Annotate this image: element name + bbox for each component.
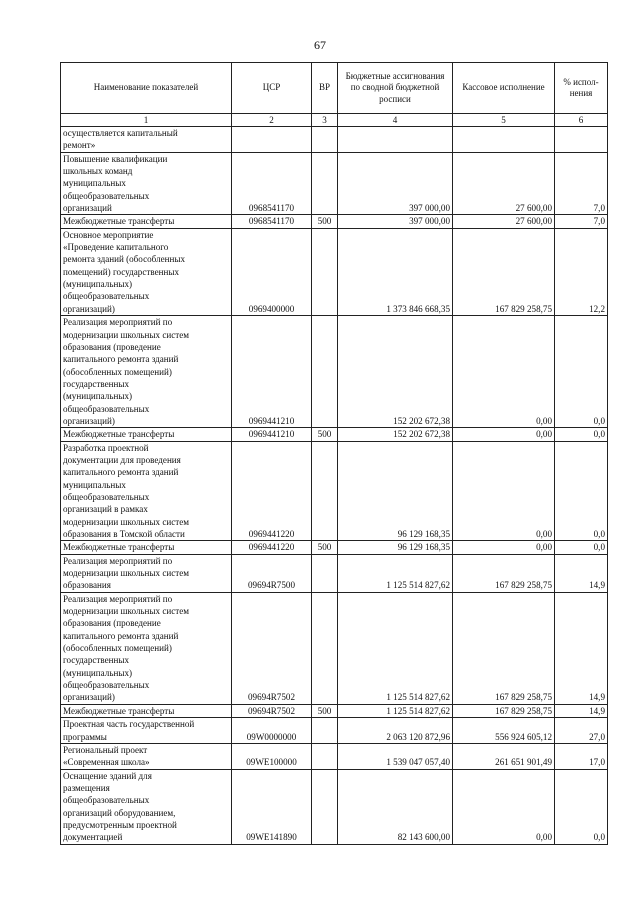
row-name-line: ремонт» bbox=[63, 140, 96, 151]
row-name-line: предусмотренным проектной bbox=[63, 819, 177, 830]
row-name-line: Межбюджетные трансферты bbox=[63, 705, 175, 716]
row-name bbox=[61, 127, 232, 153]
row-assignments: 1 373 846 668,35 bbox=[338, 228, 453, 315]
row-name-line: государственных bbox=[63, 378, 130, 389]
table-row bbox=[61, 428, 608, 441]
row-vr bbox=[312, 441, 338, 541]
row-vr bbox=[312, 152, 338, 215]
table-row bbox=[61, 215, 608, 228]
row-name-line: общеобразовательных bbox=[63, 795, 150, 806]
header-cash-execution: Кассовое исполнение bbox=[453, 63, 555, 114]
row-cash-execution: 27 600,00 bbox=[453, 215, 555, 228]
row-name-line: помещений) государственных bbox=[63, 266, 180, 277]
row-name-line: образования bbox=[63, 580, 111, 591]
table-body bbox=[61, 127, 608, 845]
row-name-line: (обособленных помещений) bbox=[63, 643, 172, 654]
row-name-line: общеобразовательных bbox=[63, 491, 150, 502]
table-row bbox=[61, 718, 608, 744]
column-number-row bbox=[61, 114, 608, 127]
row-execution-percent: 0,0 bbox=[555, 428, 608, 441]
row-name-line: государственных bbox=[63, 655, 130, 666]
row-name bbox=[61, 592, 232, 704]
row-name-line: организаций оборудованием, bbox=[63, 807, 176, 818]
row-execution-percent: 12,2 bbox=[555, 228, 608, 315]
row-cash-execution: 167 829 258,75 bbox=[453, 592, 555, 704]
row-assignments: 1 125 514 827,62 bbox=[338, 592, 453, 704]
row-assignments: 152 202 672,38 bbox=[338, 428, 453, 441]
row-vr bbox=[312, 718, 338, 744]
row-name-line: капитального ремонта зданий bbox=[63, 354, 179, 365]
row-name-line: Межбюджетные трансферты bbox=[63, 542, 175, 553]
row-csr: 0969441210 bbox=[232, 428, 312, 441]
row-cash-execution: 0,00 bbox=[453, 428, 555, 441]
table-row bbox=[61, 704, 608, 717]
row-name-line: размещения bbox=[63, 782, 110, 793]
row-csr: 0969400000 bbox=[232, 228, 312, 315]
row-name-line: организаций) bbox=[63, 692, 115, 703]
row-assignments: 96 129 168,35 bbox=[338, 441, 453, 541]
row-csr: 09W0000000 bbox=[232, 718, 312, 744]
row-execution-percent: 14,9 bbox=[555, 704, 608, 717]
row-vr bbox=[312, 769, 338, 844]
header-assignments: Бюджетные ассигнования по сводной бюджетной росписи bbox=[338, 63, 453, 114]
row-name-line: образования (проведение bbox=[63, 618, 161, 629]
row-name-line: общеобразовательных bbox=[63, 190, 150, 201]
row-name bbox=[61, 704, 232, 717]
row-csr: 09WE100000 bbox=[232, 743, 312, 769]
row-csr bbox=[232, 127, 312, 153]
row-name bbox=[61, 428, 232, 441]
row-name-line: осуществляется капитальный bbox=[63, 128, 178, 138]
row-name-line: организаций) bbox=[63, 303, 115, 314]
row-csr: 0969441220 bbox=[232, 541, 312, 554]
row-vr bbox=[312, 316, 338, 428]
row-name bbox=[61, 228, 232, 315]
page-number: 67 bbox=[314, 38, 326, 52]
row-cash-execution: 0,00 bbox=[453, 769, 555, 844]
row-cash-execution: 556 924 605,12 bbox=[453, 718, 555, 744]
row-name-line: Проектная часть государственной bbox=[63, 719, 195, 730]
row-name-line: программы bbox=[63, 731, 107, 742]
row-name-line: Разработка проектной bbox=[63, 442, 149, 453]
table-row bbox=[61, 554, 608, 592]
row-vr bbox=[312, 592, 338, 704]
row-name-line: образования (проведение bbox=[63, 341, 161, 352]
row-name-line: капитального ремонта зданий bbox=[63, 630, 179, 641]
row-execution-percent: 0,0 bbox=[555, 541, 608, 554]
row-csr: 0968541170 bbox=[232, 152, 312, 215]
row-execution-percent: 14,9 bbox=[555, 592, 608, 704]
row-cash-execution: 261 651 901,49 bbox=[453, 743, 555, 769]
row-name-line: общеобразовательных bbox=[63, 291, 150, 302]
row-name-line: (муниципальных) bbox=[63, 279, 133, 290]
table-row bbox=[61, 592, 608, 704]
header-row bbox=[61, 63, 608, 114]
row-assignments: 82 143 600,00 bbox=[338, 769, 453, 844]
row-name-line: ремонта зданий (обособленных bbox=[63, 254, 186, 265]
row-execution-percent: 0,0 bbox=[555, 316, 608, 428]
row-name-line: Оснащение зданий для bbox=[63, 770, 152, 781]
row-assignments: 397 000,00 bbox=[338, 215, 453, 228]
row-name-line: Реализация мероприятий по bbox=[63, 593, 173, 604]
row-cash-execution bbox=[453, 127, 555, 153]
row-execution-percent: 14,9 bbox=[555, 554, 608, 592]
row-name-line: общеобразовательных bbox=[63, 680, 150, 691]
row-name-line: образования в Томской области bbox=[63, 529, 185, 539]
row-name-line: модернизации школьных систем bbox=[63, 329, 190, 340]
row-name bbox=[61, 316, 232, 428]
row-name-line: Межбюджетные трансферты bbox=[63, 429, 175, 440]
budget-execution-table bbox=[60, 62, 608, 845]
column-number: 2 bbox=[232, 114, 312, 127]
row-vr bbox=[312, 743, 338, 769]
row-name-line: «Современная школа» bbox=[63, 757, 150, 768]
row-cash-execution: 0,00 bbox=[453, 541, 555, 554]
row-name bbox=[61, 769, 232, 844]
row-assignments: 1 125 514 827,62 bbox=[338, 554, 453, 592]
row-name-line: Реализация мероприятий по bbox=[63, 555, 173, 566]
row-name-line: Реализация мероприятий по bbox=[63, 317, 173, 328]
row-name-line: (обособленных помещений) bbox=[63, 366, 172, 377]
row-name-line: организаций bbox=[63, 203, 112, 214]
row-assignments: 96 129 168,35 bbox=[338, 541, 453, 554]
header-csr: ЦСР bbox=[232, 63, 312, 114]
row-name-line: общеобразовательных bbox=[63, 403, 150, 414]
row-vr bbox=[312, 228, 338, 315]
row-name-line: Основное мероприятие bbox=[63, 229, 154, 240]
row-name-line: «Проведение капитального bbox=[63, 242, 169, 253]
table-row bbox=[61, 152, 608, 215]
column-number: 1 bbox=[61, 114, 232, 127]
row-assignments bbox=[338, 127, 453, 153]
row-cash-execution: 167 829 258,75 bbox=[453, 704, 555, 717]
row-name-line: капитального ремонта зданий bbox=[63, 467, 179, 478]
row-assignments: 1 539 047 057,40 bbox=[338, 743, 453, 769]
row-name-line: документации для проведения bbox=[63, 454, 181, 465]
row-execution-percent bbox=[555, 127, 608, 153]
row-name bbox=[61, 152, 232, 215]
row-name-line: модернизации школьных систем bbox=[63, 606, 190, 617]
row-name-line: Межбюджетные трансферты bbox=[63, 216, 175, 227]
row-cash-execution: 27 600,00 bbox=[453, 152, 555, 215]
column-number: 4 bbox=[338, 114, 453, 127]
row-execution-percent: 7,0 bbox=[555, 215, 608, 228]
row-name bbox=[61, 718, 232, 744]
row-csr: 09WE141890 bbox=[232, 769, 312, 844]
table-row bbox=[61, 228, 608, 315]
table-row bbox=[61, 127, 608, 153]
row-name-line: школьных команд bbox=[63, 166, 133, 177]
row-name bbox=[61, 743, 232, 769]
header-execution-percent: % испол-нения bbox=[555, 63, 608, 114]
row-name-line: организаций) bbox=[63, 415, 115, 426]
row-name-line: модернизации школьных систем bbox=[63, 568, 190, 579]
row-execution-percent: 7,0 bbox=[555, 152, 608, 215]
row-execution-percent: 27,0 bbox=[555, 718, 608, 744]
row-assignments: 1 125 514 827,62 bbox=[338, 704, 453, 717]
table-row bbox=[61, 541, 608, 554]
row-cash-execution: 0,00 bbox=[453, 316, 555, 428]
row-name bbox=[61, 554, 232, 592]
row-name-line: (муниципальных) bbox=[63, 667, 133, 678]
row-cash-execution: 167 829 258,75 bbox=[453, 554, 555, 592]
row-name-line: модернизации школьных систем bbox=[63, 516, 190, 527]
row-csr: 09694R7502 bbox=[232, 704, 312, 717]
header-name: Наименование показателей bbox=[61, 63, 232, 114]
row-name-line: муниципальных bbox=[63, 479, 126, 490]
row-vr: 500 bbox=[312, 704, 338, 717]
row-name-line: Повышение квалификации bbox=[63, 153, 168, 164]
row-assignments: 152 202 672,38 bbox=[338, 316, 453, 428]
row-vr: 500 bbox=[312, 428, 338, 441]
row-name bbox=[61, 541, 232, 554]
table-row bbox=[61, 316, 608, 428]
row-csr: 0969441220 bbox=[232, 441, 312, 541]
row-assignments: 397 000,00 bbox=[338, 152, 453, 215]
column-number: 5 bbox=[453, 114, 555, 127]
row-vr bbox=[312, 554, 338, 592]
row-name bbox=[61, 441, 232, 541]
row-csr: 0969441210 bbox=[232, 316, 312, 428]
row-name bbox=[61, 215, 232, 228]
row-execution-percent: 17,0 bbox=[555, 743, 608, 769]
row-csr: 09694R7500 bbox=[232, 554, 312, 592]
row-assignments: 2 063 120 872,96 bbox=[338, 718, 453, 744]
row-vr: 500 bbox=[312, 215, 338, 228]
row-name-line: муниципальных bbox=[63, 178, 126, 189]
row-name-line: (муниципальных) bbox=[63, 391, 133, 402]
header-vr: ВР bbox=[312, 63, 338, 114]
row-csr: 09694R7502 bbox=[232, 592, 312, 704]
row-cash-execution: 0,00 bbox=[453, 441, 555, 541]
table-row bbox=[61, 743, 608, 769]
row-name-line: документацией bbox=[63, 832, 123, 843]
column-number: 6 bbox=[555, 114, 608, 127]
row-name-line: организаций в рамках bbox=[63, 504, 148, 515]
table-row bbox=[61, 769, 608, 844]
row-vr: 500 bbox=[312, 541, 338, 554]
row-execution-percent: 0,0 bbox=[555, 441, 608, 541]
row-csr: 0968541170 bbox=[232, 215, 312, 228]
row-cash-execution: 167 829 258,75 bbox=[453, 228, 555, 315]
row-vr bbox=[312, 127, 338, 153]
column-number: 3 bbox=[312, 114, 338, 127]
row-execution-percent: 0,0 bbox=[555, 769, 608, 844]
row-name-line: Региональный проект bbox=[63, 744, 148, 755]
table-row bbox=[61, 441, 608, 541]
